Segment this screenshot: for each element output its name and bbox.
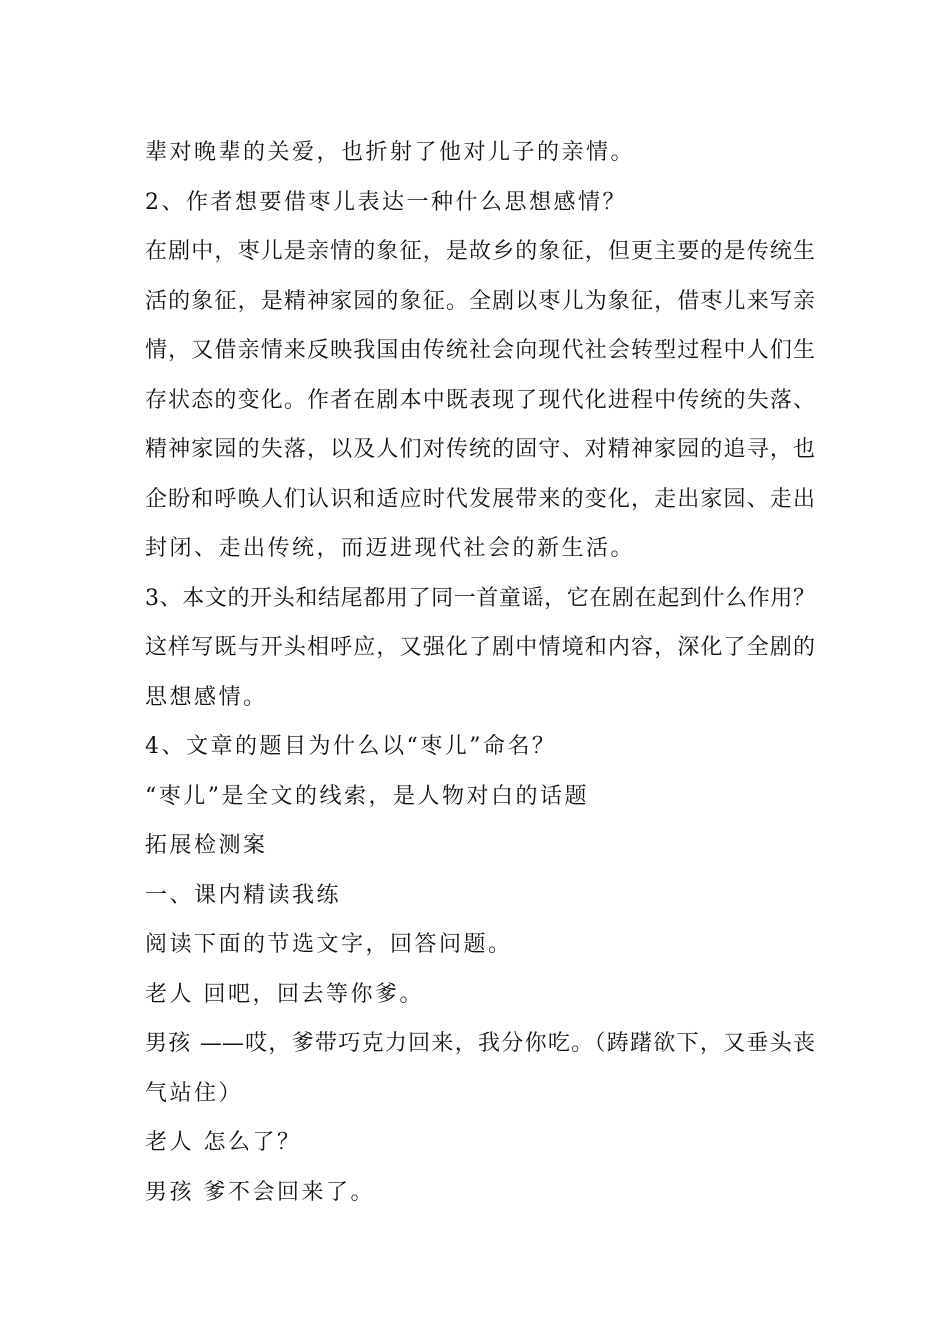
text-line: 封闭、走出传统，而迈进现代社会的新生活。	[145, 536, 636, 561]
text-line: “枣儿”是全文的线索，是人物对白的话题	[145, 783, 589, 809]
text-line: 这样写既与开头相呼应，又强化了剧中情境和内容，深化了全剧的	[145, 635, 815, 660]
dialogue-line: 老人 回吧，回去等你爹。	[145, 981, 424, 1007]
question-3: 3、本文的开头和结尾都用了同一首童谣，它在剧在起到什么作用？	[145, 585, 815, 611]
dialogue-line: 气站住）	[145, 1080, 244, 1106]
text-line: 活的象征，是精神家园的象征。全剧以枣儿为象征，借枣儿来写亲	[145, 288, 815, 314]
instruction-line: 阅读下面的节选文字，回答问题。	[145, 932, 513, 957]
document-body	[145, 128, 815, 1217]
question-4: 4、文章的题目为什么以“枣儿”命名？	[145, 734, 557, 759]
dialogue-line: 男孩 ——哎，爹带巧克力回来，我分你吃。（踌躇欲下，又垂头丧	[145, 1031, 815, 1056]
subsection-heading: 一、课内精读我练	[145, 882, 342, 908]
text-line: 企盼和呼唤人们认识和适应时代发展带来的变化，走出家园、走出	[145, 486, 815, 512]
text-line: 存状态的变化。作者在剧本中既表现了现代化进程中传统的失落、	[145, 387, 815, 413]
text-line: 辈对晚辈的关爱，也折射了他对儿子的亲情。	[145, 140, 636, 165]
text-line: 精神家园的失落，以及人们对传统的固守、对精神家园的追寻，也	[145, 437, 815, 462]
dialogue-line: 老人 怎么了？	[145, 1130, 302, 1155]
dialogue-line: 男孩 爹不会回来了。	[145, 1179, 375, 1205]
question-2: 2、作者想要借枣儿表达一种什么思想感情？	[145, 189, 627, 215]
section-heading: 拓展检测案	[145, 833, 268, 858]
text-line: 在剧中，枣儿是亲情的象征，是故乡的象征，但更主要的是传统生	[145, 239, 815, 264]
text-line: 情，又借亲情来反映我国由传统社会向现代社会转型过程中人们生	[145, 338, 815, 363]
text-line: 思想感情。	[145, 684, 268, 710]
